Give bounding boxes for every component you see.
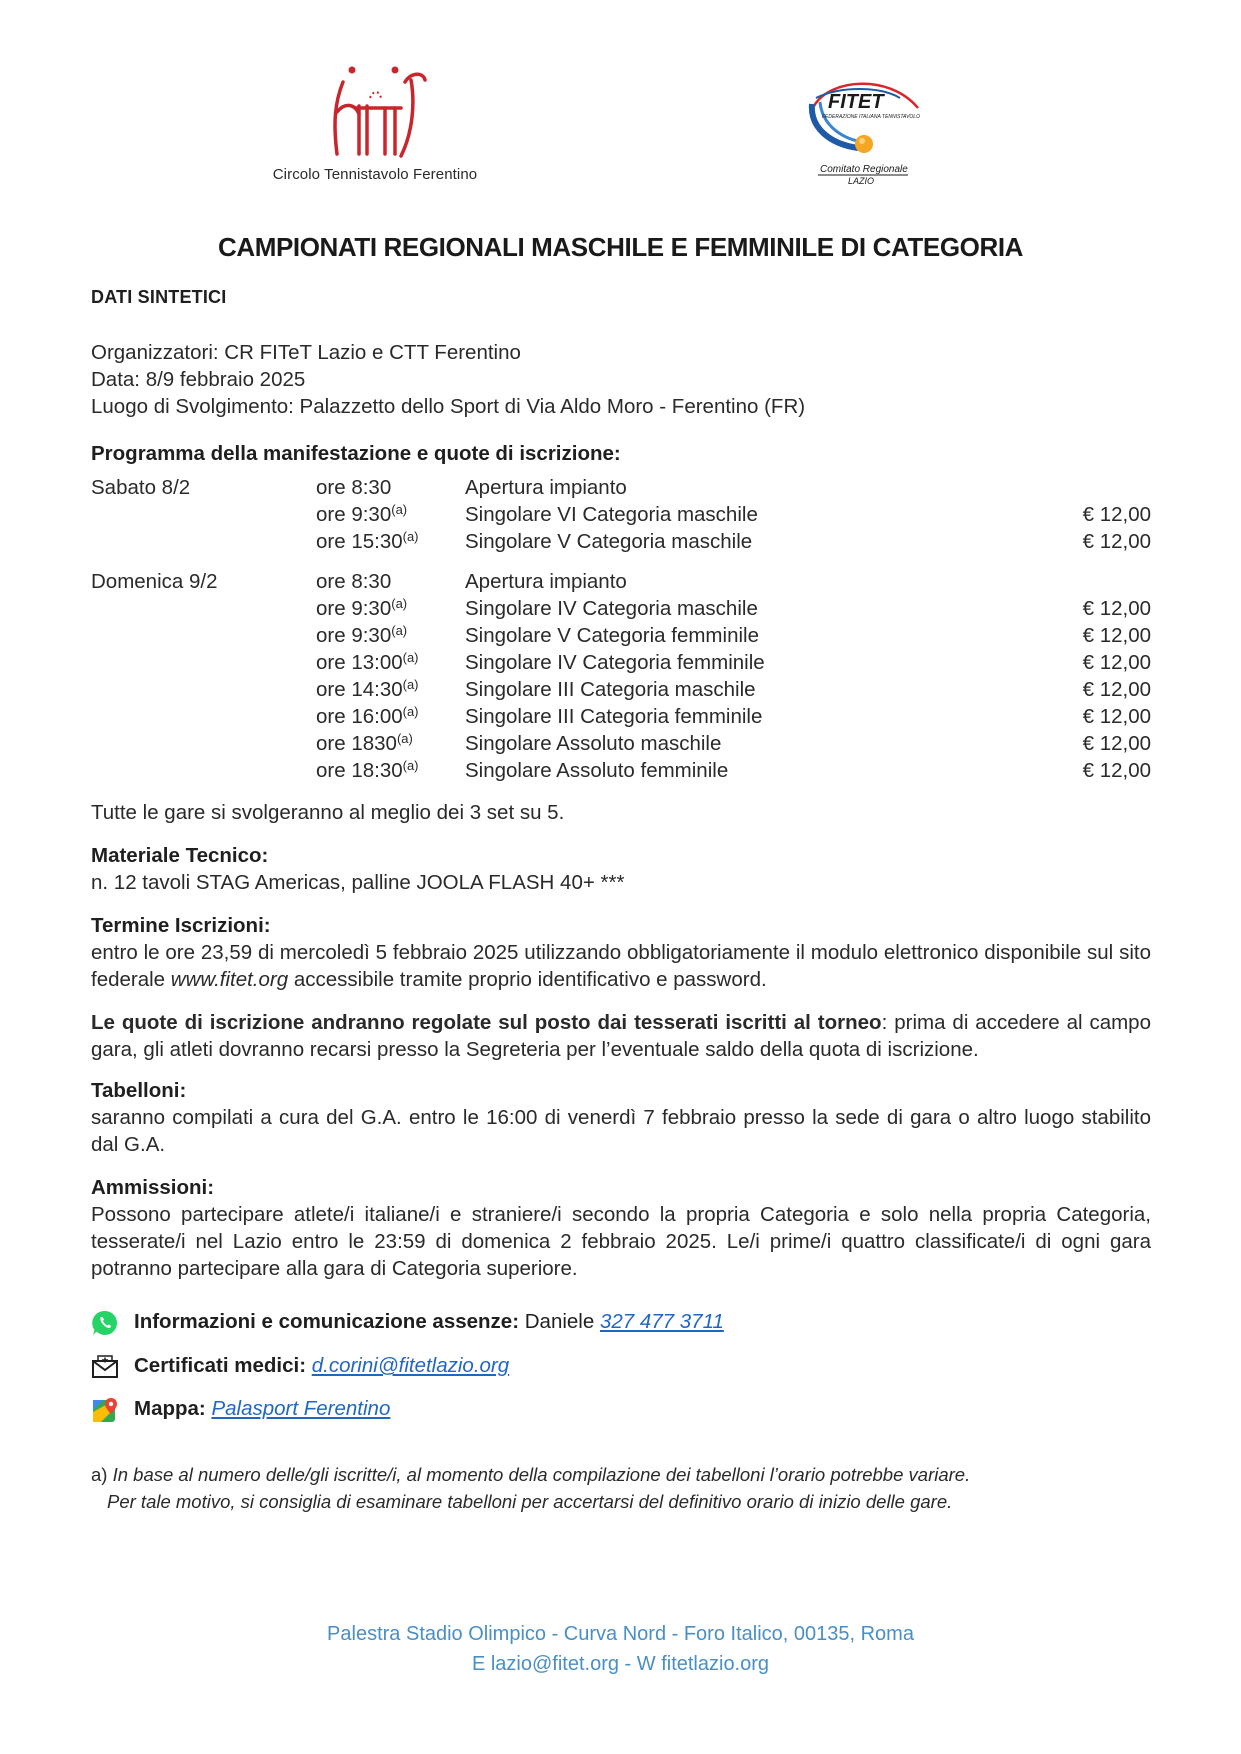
schedule-day: Sabato 8/2: [91, 476, 191, 499]
event-info: [91, 339, 805, 420]
ctt-ferentino-logo: [270, 62, 480, 192]
envelope-icon: [91, 1353, 119, 1381]
schedule-time: ore 9:30: [316, 597, 392, 620]
phone-link[interactable]: 327 477 3711: [599, 1310, 724, 1333]
schedule-event: Apertura impianto: [465, 570, 627, 593]
venue-line: Luogo di Svolgimento: Palazzetto dello Sport di Via Aldo Moro - Ferentino (FR): [91, 395, 806, 418]
sets-note: Tutte le gare si svolgeranno al meglio dei 3 set su 5.: [91, 801, 565, 824]
footnote-line-1: In base al numero delle/gli iscritte/i, al momento della compilazione dei tabelloni l’orario potrebbe variare.: [112, 1464, 971, 1485]
schedule-row: ore 1830$^{(a)}$ Singolare Assoluto maschile € 12,00: [316, 731, 1151, 755]
fitet-lazio-logo: [800, 68, 925, 193]
organizers-line: Organizzatori: CR FITeT Lazio e CTT Ferentino: [91, 341, 521, 364]
fitet-logo-icon: [800, 68, 925, 193]
material-section: [91, 842, 1151, 896]
schedule-event: Singolare V Categoria maschile: [465, 530, 753, 553]
section-label: DATI SINTETICI: [91, 287, 227, 307]
page-footer: [0, 1619, 1241, 1679]
schedule-row: [91, 570, 1151, 597]
schedule-event: Singolare III Categoria maschile: [465, 678, 756, 701]
fees-text: : prima di accedere al campo gara, gli atleti dovranno recarsi presso la Segreteria per l’eventuale saldo della quota di iscrizione.: [91, 1011, 1151, 1061]
schedule-time: ore 14:30: [316, 678, 403, 701]
schedule-event: Singolare IV Categoria femminile: [465, 651, 765, 674]
date-line: Data: 8/9 febbraio 2025: [91, 368, 306, 391]
schedule-time: ore 9:30: [316, 503, 392, 526]
schedule-saturday: [91, 476, 1151, 557]
schedule-row: ore 18:30$^{(a)}$ Singolare Assoluto femminile € 12,00: [316, 758, 1151, 782]
fitet-logo-region: LAZIO: [848, 176, 875, 186]
draws-text: saranno compilati a cura del G.A. entro le 16:00 di venerdì 7 febbraio presso la sede di gara o altro luogo stabilito dal G.A.: [91, 1106, 1151, 1156]
fitet-logo-subtitle: FEDERAZIONE ITALIANA TENNISTAVOLO: [822, 114, 920, 120]
schedule-fee: € 12,00: [1082, 678, 1151, 701]
schedule-row: ore 9:30$^{(a)}$ Singolare V Categoria femminile € 12,00: [316, 623, 1151, 647]
fitet-logo-committee: Comitato Regionale: [820, 164, 908, 175]
schedule-time: ore 8:30: [316, 476, 392, 499]
programme-title: Programma della manifestazione e quote di iscrizione:: [91, 442, 621, 465]
deadline-heading: Termine Iscrizioni:: [91, 914, 271, 937]
schedule-time: ore 18:30: [316, 759, 403, 782]
schedule-fee: € 12,00: [1082, 503, 1151, 526]
deadline-text: entro le ore 23,59 di mercoledì 5 febbraio 2025 utilizzando obbligatoriamente il modulo elettronico disponibile sul sito federale: [91, 941, 1151, 991]
fees-section: [91, 1009, 1151, 1063]
schedule-row: ore 13:00$^{(a)}$ Singolare IV Categoria femminile € 12,00: [316, 650, 1151, 674]
email-link[interactable]: d.corini@fitetlazio.org: [311, 1354, 510, 1377]
footnote: [91, 1461, 970, 1515]
schedule-event: Singolare IV Categoria maschile: [465, 597, 758, 620]
map-link[interactable]: Palasport Ferentino: [211, 1397, 391, 1420]
schedule-event: Apertura impianto: [465, 476, 627, 499]
schedule-row: ore 9:30$^{(a)}$ Singolare VI Categoria maschile € 12,00: [316, 502, 1151, 526]
schedule-day: Domenica 9/2: [91, 570, 218, 593]
schedule-time: ore 8:30: [316, 570, 392, 593]
schedule-row: [91, 476, 1151, 503]
schedule-time: ore 1830: [316, 732, 397, 755]
schedule-fee: € 12,00: [1082, 597, 1151, 620]
schedule-row: ore 16:00$^{(a)}$ Singolare III Categoria femminile € 12,00: [316, 704, 1151, 728]
whatsapp-icon: [91, 1309, 119, 1337]
footer-address: Palestra Stadio Olimpico - Curva Nord - Foro Italico, 00135, Roma: [327, 1623, 914, 1645]
material-text: n. 12 tavoli STAG Americas, palline JOOLA FLASH 40+ ***: [91, 871, 625, 894]
ctt-logo-icon: [315, 62, 435, 162]
schedule-time: ore 15:30: [316, 530, 403, 553]
schedule-sunday: [91, 570, 1151, 786]
map-label: Mappa:: [134, 1397, 206, 1420]
footer-contacts: E lazio@fitet.org - W fitetlazio.org: [471, 1653, 770, 1675]
schedule-row: ore 14:30$^{(a)}$ Singolare III Categoria maschile € 12,00: [316, 677, 1151, 701]
schedule-fee: € 12,00: [1082, 732, 1151, 755]
fees-bold-text: Le quote di iscrizione andranno regolate sul posto dai tesserati iscritti al torneo: [91, 1011, 882, 1034]
schedule-event: Singolare V Categoria femminile: [465, 624, 759, 647]
admissions-section: [91, 1174, 1151, 1282]
schedule-fee: € 12,00: [1082, 530, 1151, 553]
schedule-row: ore 15:30$^{(a)}$ Singolare V Categoria maschile € 12,00: [316, 529, 1151, 553]
schedule-time: ore 13:00: [316, 651, 403, 674]
draws-section: [91, 1077, 1151, 1158]
admissions-heading: Ammissioni:: [91, 1176, 215, 1199]
page-title: CAMPIONATI REGIONALI MASCHILE E FEMMINILE DI CATEGORIA: [217, 232, 1024, 262]
draws-heading: Tabelloni:: [91, 1079, 187, 1102]
material-heading: Materiale Tecnico:: [91, 844, 269, 867]
schedule-time: ore 16:00: [316, 705, 403, 728]
federal-site-text: www.fitet.org: [170, 968, 289, 991]
schedule-fee: € 12,00: [1082, 651, 1151, 674]
schedule-fee: € 12,00: [1082, 705, 1151, 728]
footnote-marker: a): [91, 1464, 108, 1485]
schedule-fee: € 12,00: [1082, 624, 1151, 647]
schedule-time: ore 9:30: [316, 624, 392, 647]
fitet-logo-text: FITET: [828, 91, 884, 113]
contact-info-label: Informazioni e comunicazione assenze:: [134, 1310, 520, 1333]
footnote-line-2: Per tale motivo, si consiglia di esaminare tabelloni per accertarsi del definitivo orario di inizio delle gare.: [107, 1491, 953, 1512]
schedule-row: ore 9:30$^{(a)}$ Singolare IV Categoria maschile € 12,00: [316, 596, 1151, 620]
schedule-event: Singolare Assoluto maschile: [465, 732, 722, 755]
schedule-fee: € 12,00: [1082, 759, 1151, 782]
schedule-event: Singolare VI Categoria maschile: [465, 503, 758, 526]
contact-name: Daniele: [519, 1310, 600, 1333]
schedule-event: Singolare III Categoria femminile: [465, 705, 763, 728]
schedule-event: Singolare Assoluto femminile: [465, 759, 729, 782]
ctt-logo-caption: Circolo Tennistavolo Ferentino: [272, 166, 478, 183]
cert-label: Certificati medici:: [134, 1354, 307, 1377]
deadline-section: Termine Iscrizioni: entro le ore 23,59 di mercoledì 5 febbraio 2025 utilizzando obbligatoriamente il modulo elettronico disponibile sul sito federale www.fitet.org accessibile tramite proprio identificativo e password.: [91, 914, 1151, 991]
google-maps-icon: [91, 1396, 119, 1424]
admissions-text: Possono partecipare atlete/i italiane/i e straniere/i secondo la propria Categoria e solo nella propria Categoria, tesserate/i nel Lazio entro le 23:59 di domenica 2 febbraio 2025. Le/i prime/i quattro classificate/i di ogni gara potranno partecipare alla gara di Categoria superiore.: [91, 1203, 1151, 1280]
